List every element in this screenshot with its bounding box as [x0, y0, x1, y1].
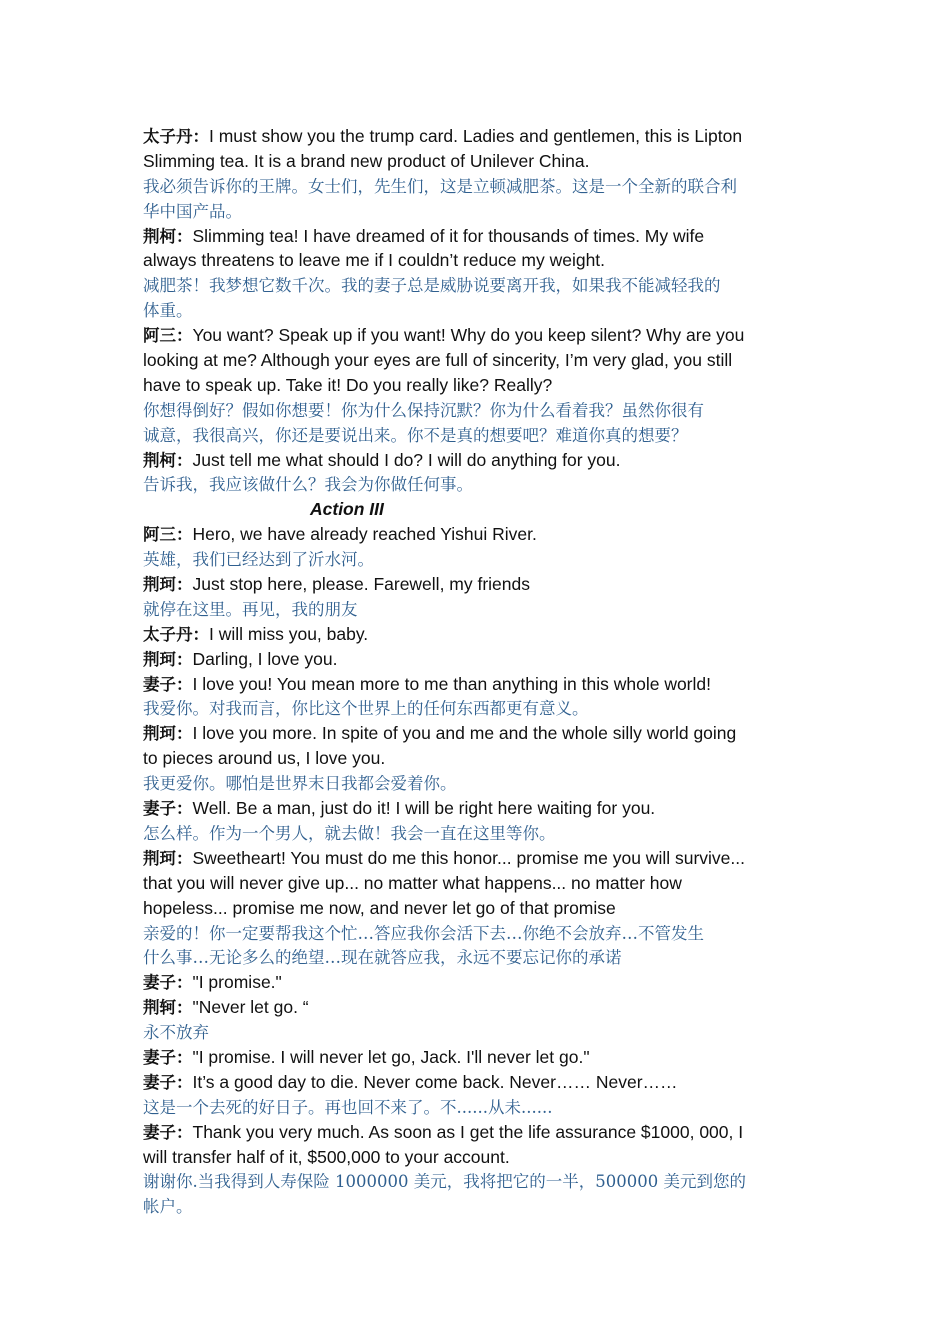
- speaker-name: 妻子：: [143, 799, 193, 819]
- chinese-translation-line: [143, 1194, 813, 1219]
- english-text: Well. Be a man, just do it! I will be right here waiting for you.: [192, 798, 656, 819]
- dialogue-line: [143, 522, 813, 547]
- english-text: that you will never give up... no matter what happens... no matter how: [143, 872, 682, 893]
- speaker-name: 荆珂：: [143, 575, 193, 595]
- english-text: "I promise. I will never let go, Jack. I'll never let go.": [192, 1046, 590, 1067]
- chinese-translation-line: [143, 945, 813, 970]
- english-text: I will miss you, baby.: [209, 623, 369, 644]
- chinese-text: 我必须告诉你的王牌。女士们，先生们，这是立顿减肥茶。这是一个全新的联合利: [143, 176, 737, 196]
- dialogue-line: [143, 1120, 813, 1145]
- dialogue-line: [143, 871, 813, 896]
- dialogue-line: [143, 248, 813, 273]
- english-text: Slimming tea. It is a brand new product of Unilever China.: [143, 150, 590, 171]
- speaker-name: 荆珂：: [143, 649, 193, 669]
- english-text: have to speak up. Take it! Do you really like? Really?: [143, 374, 553, 395]
- dialogue-line: [143, 1070, 813, 1095]
- chinese-text: 这是一个去死的好日子。再也回不来了。不......从未......: [143, 1097, 553, 1117]
- chinese-text: 怎么样。作为一个男人，就去做！我会一直在这里等你。: [143, 823, 556, 843]
- chinese-text: 我爱你。对我而言，你比这个世界上的任何东西都更有意义。: [143, 699, 589, 719]
- dialogue-line: [143, 1045, 813, 1070]
- english-text: hopeless... promise me now, and never let go of that promise: [143, 897, 616, 918]
- english-text: Slimming tea! I have dreamed of it for thousands of times. My wife: [192, 225, 705, 246]
- chinese-text: 我更爱你。哪怕是世界末日我都会爱着你。: [143, 774, 457, 794]
- chinese-text: 华中国产品。: [143, 201, 242, 221]
- chinese-translation-line: [143, 472, 813, 497]
- speaker-name: 阿三：: [143, 326, 193, 346]
- english-text: Just stop here, please. Farewell, my friends: [192, 574, 531, 595]
- english-text: Hero, we have already reached Yishui River.: [192, 524, 537, 545]
- english-text: to pieces around us, I love you.: [143, 748, 386, 769]
- dialogue-line: [143, 995, 813, 1020]
- chinese-text: 告诉我，我应该做什么？我会为你做任何事。: [143, 475, 473, 495]
- speaker-name: 妻子：: [143, 1072, 193, 1092]
- chinese-translation-line: [143, 1169, 813, 1194]
- speaker-name: 荆珂：: [143, 724, 193, 744]
- chinese-translation-line: [143, 1095, 813, 1120]
- dialogue-line: [143, 672, 813, 697]
- chinese-text: 你想得倒好？假如你想要！你为什么保持沉默？你为什么看着我？虽然你很有: [143, 400, 704, 420]
- dialogue-line: [143, 896, 813, 921]
- speaker-name: 太子丹：: [143, 127, 209, 146]
- chinese-translation-line: [143, 696, 813, 721]
- dialogue-line: [143, 1145, 813, 1170]
- chinese-text: 就停在这里。再见，我的朋友: [143, 599, 358, 619]
- english-text: You want? Speak up if you want! Why do you keep silent? Why are you: [192, 325, 745, 346]
- chinese-translation-line: [143, 273, 813, 298]
- chinese-text: 亲爱的！你一定要帮我这个忙…答应我你会活下去…你绝不会放弃…不管发生: [143, 923, 704, 943]
- dialogue-line: [143, 746, 813, 771]
- dialogue-line: [143, 647, 813, 672]
- speaker-name: 阿三：: [143, 525, 193, 545]
- dialogue-line: [143, 448, 813, 473]
- speaker-name: 妻子：: [143, 1122, 193, 1142]
- chinese-text: 诚意，我很高兴，你还是要说出来。你不是真的想要吧？难道你真的想要？: [143, 425, 688, 445]
- chinese-text: 谢谢你.当我得到人寿保险 1000000 美元，我将把它的一半，500000 美元到您的: [143, 1172, 746, 1192]
- english-text: I love you more. In spite of you and me and the whole silly world going: [192, 723, 737, 744]
- dialogue-line: [143, 622, 813, 647]
- dialogue-line: [143, 846, 813, 871]
- speaker-name: 妻子：: [143, 973, 193, 993]
- english-text: "Never let go. “: [192, 997, 309, 1018]
- chinese-text: 减肥茶！我梦想它数千次。我的妻子总是威胁说要离开我，如果我不能减轻我的: [143, 276, 721, 296]
- chinese-translation-line: [143, 597, 813, 622]
- speaker-name: 荆柯：: [143, 226, 193, 246]
- section-heading: Action III: [310, 499, 384, 520]
- speaker-name: 太子丹：: [143, 624, 209, 644]
- english-text: I love you! You mean more to me than anything in this whole world!: [192, 673, 711, 694]
- dialogue-line: [143, 721, 813, 746]
- english-text: Thank you very much. As soon as I get the life assurance $1000, 000, I: [192, 1121, 744, 1142]
- dialogue-line: [143, 323, 813, 348]
- english-text: I must show you the trump card. Ladies and gentlemen, this is Lipton: [209, 126, 743, 146]
- english-text: "I promise.": [192, 972, 282, 993]
- english-text: Just tell me what should I do? I will do anything for you.: [192, 449, 621, 470]
- chinese-translation-line: [143, 547, 813, 572]
- dialogue-line: [143, 124, 813, 149]
- chinese-text: 什么事…无论多么的绝望…现在就答应我，永远不要忘记你的承诺: [143, 948, 622, 968]
- document-page: [143, 124, 813, 1219]
- speaker-name: 荆柯：: [143, 450, 193, 470]
- chinese-text: 体重。: [143, 301, 193, 321]
- speaker-name: 荆轲：: [143, 998, 193, 1018]
- chinese-translation-line: [143, 298, 813, 323]
- dialogue-line: [143, 572, 813, 597]
- speaker-name: 荆珂：: [143, 848, 193, 868]
- chinese-translation-line: [143, 423, 813, 448]
- dialogue-line: [143, 796, 813, 821]
- chinese-translation-line: [143, 174, 813, 199]
- chinese-translation-line: [143, 1020, 813, 1045]
- chinese-text: 英雄，我们已经达到了沂水河。: [143, 550, 374, 570]
- speaker-name: 妻子：: [143, 674, 193, 694]
- dialogue-line: [143, 348, 813, 373]
- chinese-text: 帐户。: [143, 1197, 193, 1217]
- english-text: looking at me? Although your eyes are full of sincerity, I’m very glad, you still: [143, 350, 733, 371]
- chinese-translation-line: [143, 398, 813, 423]
- chinese-translation-line: [143, 771, 813, 796]
- chinese-translation-line: [143, 821, 813, 846]
- dialogue-line: [143, 373, 813, 398]
- english-text: always threatens to leave me if I couldn’t reduce my weight.: [143, 250, 606, 271]
- dialogue-line: [143, 224, 813, 249]
- english-text: will transfer half of it, $500,000 to your account.: [143, 1146, 510, 1167]
- speaker-name: 妻子：: [143, 1047, 193, 1067]
- chinese-text: 永不放弃: [143, 1023, 209, 1043]
- english-text: It’s a good day to die. Never come back. Never…… Never……: [192, 1071, 678, 1092]
- english-text: Darling, I love you.: [192, 648, 338, 669]
- english-text: Sweetheart! You must do me this honor... promise me you will survive...: [192, 847, 745, 868]
- chinese-translation-line: [143, 199, 813, 224]
- dialogue-line: [143, 970, 813, 995]
- dialogue-line: [143, 149, 813, 174]
- chinese-translation-line: [143, 921, 813, 946]
